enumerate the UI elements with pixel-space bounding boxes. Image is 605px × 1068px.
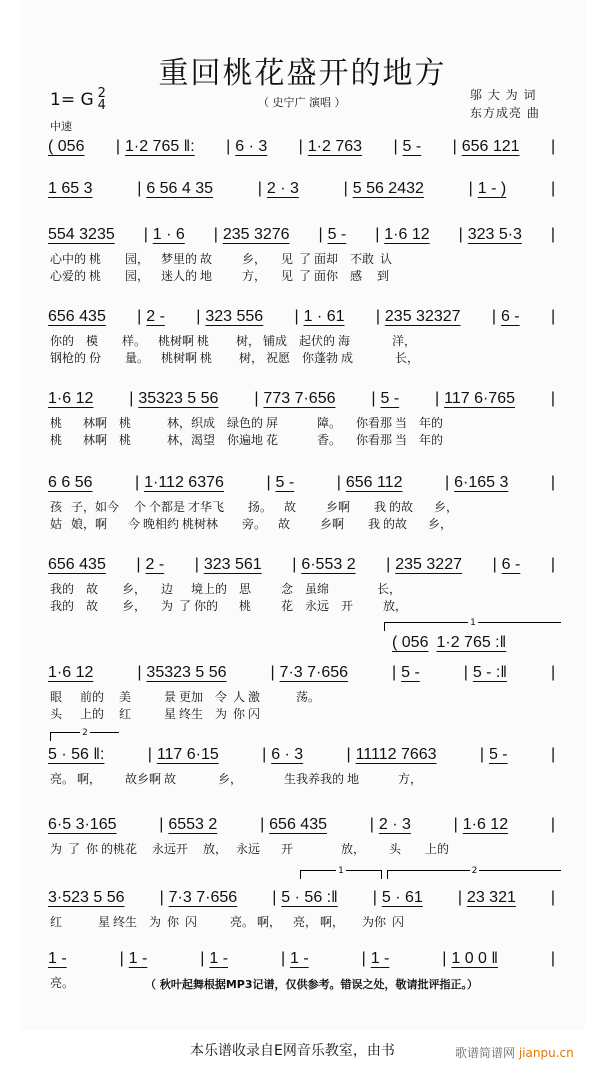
- bar-line: |: [386, 556, 391, 573]
- measure: 6 6 56: [48, 474, 93, 491]
- lyrics-line: 眼 前的 美 景 更加 令 人 激 荡。: [50, 690, 321, 704]
- source-footer: 本乐谱收录自E网音乐教室，由书: [190, 1043, 395, 1059]
- song-title: 重回桃花盛开的地方: [158, 56, 447, 91]
- measure: 6 56 4 35: [146, 180, 214, 197]
- music-row: [48, 887, 560, 909]
- measure: 7·3 7·656: [279, 664, 349, 681]
- bar-line: |: [445, 474, 450, 491]
- bar-line: |: [298, 138, 303, 155]
- measure: 5 · 61: [381, 889, 423, 906]
- bar-line: |: [550, 474, 556, 491]
- bar-line: |: [226, 138, 231, 155]
- measure: 323 556: [205, 308, 264, 325]
- lyricist: 邬 大 为 词: [470, 88, 537, 102]
- measure: 1 · 6: [152, 226, 185, 243]
- bar-line: |: [468, 180, 473, 197]
- measure: 5 -: [275, 474, 295, 491]
- measure: 117 6·15: [156, 746, 219, 763]
- measure: 1·6 12: [48, 390, 94, 407]
- bar-line: |: [270, 664, 275, 681]
- bar-line: |: [393, 138, 398, 155]
- measure: 6 -: [500, 308, 520, 325]
- measure: 1 -: [290, 950, 309, 967]
- bar-line: |: [294, 308, 299, 325]
- measure: 2 · 3: [378, 816, 411, 833]
- measure: 1·2 763: [307, 138, 363, 155]
- bar-line: |: [550, 556, 556, 573]
- measure: 5 -: [488, 746, 508, 763]
- bar-line: |: [262, 746, 267, 763]
- bar-line: |: [343, 180, 348, 197]
- bar-line: |: [137, 664, 142, 681]
- bar-line: |: [479, 746, 485, 763]
- watermark: [455, 1044, 574, 1061]
- bar-line: |: [213, 226, 218, 243]
- measure: 3·523 5 56: [48, 889, 125, 906]
- measure: 2 -: [146, 308, 165, 325]
- measure: 235 3276: [222, 226, 290, 243]
- lyrics-line: 姑 娘，啊 今 晚相约 桃树林 旁。 故 乡啊 我 的故 乡，: [50, 517, 453, 531]
- bar-line: |: [458, 226, 463, 243]
- tempo: 中速: [50, 120, 72, 133]
- bar-line: |: [129, 390, 134, 407]
- volta-2-bracket-end: [387, 866, 561, 879]
- measure: 235 3227: [395, 556, 462, 573]
- measure: 1 · 61: [303, 308, 345, 325]
- measure: 323 561: [203, 556, 262, 573]
- bar-line: |: [392, 664, 397, 681]
- time-signature: [98, 88, 106, 112]
- measure: 323 5·3: [467, 226, 522, 243]
- bar-line: |: [280, 950, 286, 967]
- bar-line: |: [457, 889, 462, 906]
- bar-line: |: [272, 889, 277, 906]
- measure: 6·553 2: [301, 556, 356, 573]
- measure: ( 056: [48, 138, 85, 155]
- measure: 235 32327: [384, 308, 461, 325]
- measure: 5 -: [380, 390, 400, 407]
- bar-line: |: [435, 390, 440, 407]
- bar-line: |: [550, 390, 556, 407]
- measure: 2 · 3: [266, 180, 299, 197]
- measure: 1·112 6376: [144, 474, 224, 491]
- music-row: [48, 306, 560, 328]
- measure: 773 7·656: [263, 390, 336, 407]
- music-row: [48, 472, 560, 494]
- measure: 1·6 12: [462, 816, 509, 833]
- measure: 6·165 3: [454, 474, 509, 491]
- lyrics-line: 桃 林啊 桃 林，渴望 你遍地 花 香。 你看那 当 年的: [50, 433, 444, 447]
- measure: 6 -: [501, 556, 521, 573]
- measure: 1·2 765 ‖:: [124, 138, 195, 155]
- bar-line: |: [452, 138, 457, 155]
- bar-line: |: [550, 138, 556, 155]
- measure: 5 -: [327, 226, 347, 243]
- music-row: [48, 662, 560, 684]
- bar-line: |: [550, 308, 556, 325]
- measure: 656 112: [345, 474, 403, 491]
- measure: 5 -: [402, 138, 422, 155]
- composer: 东方成亮 曲: [470, 106, 540, 120]
- bar-line: |: [442, 950, 447, 967]
- lyrics-line: 亮。 啊， 故乡啊 故 乡， 生我养我的 地 方，: [50, 772, 423, 786]
- bar-line: |: [492, 556, 497, 573]
- measure: 5 -: [401, 664, 420, 681]
- lyrics-line: 桃 林啊 桃 林，织成 绿色的 屏 障。 你看那 当 年的: [50, 416, 444, 430]
- measure: 1·2 765 :‖: [436, 634, 507, 651]
- bar-line: |: [292, 556, 297, 573]
- transcriber-note: （ 秋叶起舞根据MP3记谱，仅供参考。错误之处，敬请批评指正。）: [145, 978, 478, 991]
- bar-line: |: [375, 226, 380, 243]
- bar-line: |: [159, 889, 164, 906]
- measure: 1·6 12: [48, 664, 94, 681]
- measure: 656 121: [461, 138, 520, 155]
- volta-2-label: 2: [82, 728, 88, 738]
- bar-line: |: [159, 816, 164, 833]
- bar-line: |: [254, 390, 259, 407]
- lyrics-line: 我的 故 乡， 为 了 你的 桃 花 永远 开 放，: [50, 599, 408, 613]
- bar-line: |: [369, 816, 374, 833]
- bar-line: |: [143, 226, 148, 243]
- volta-2-label: 2: [471, 866, 478, 876]
- lyrics-line: 心爱的 桃 园， 迷人的 地 方， 见 了 面你 感 到: [50, 269, 390, 283]
- measure: 7·3 7·656: [168, 889, 238, 906]
- bar-line: |: [371, 390, 376, 407]
- measure: 656 435: [48, 308, 106, 325]
- music-row: [48, 744, 560, 766]
- volta-1-label: 1: [470, 618, 476, 628]
- bar-line: |: [147, 746, 152, 763]
- bar-line: |: [375, 308, 380, 325]
- watermark-url: jianpu.cn: [518, 1046, 574, 1060]
- measure: 117 6·765: [444, 390, 515, 407]
- measure: 2 -: [145, 556, 165, 573]
- lyrics-line: 头 上的 红 星 终生 为 你 闪: [50, 707, 261, 721]
- bar-line: |: [336, 474, 341, 491]
- lyrics-line: 我的 故 乡， 边 境上的 思 念 虽绵 长，: [50, 582, 402, 596]
- key: 1= G: [50, 90, 94, 110]
- music-row: [48, 554, 560, 576]
- bar-line: |: [550, 816, 556, 833]
- measure: 6 · 3: [235, 138, 268, 155]
- bar-line: |: [135, 474, 140, 491]
- measure: 5 - :‖: [472, 664, 507, 681]
- bar-line: |: [453, 816, 458, 833]
- bar-line: |: [266, 474, 271, 491]
- bar-line: |: [550, 664, 556, 681]
- measure: 6 · 3: [271, 746, 304, 763]
- lyrics-line: 孩 子，如今 个 个都是 才华飞 扬。 故 乡啊 我 的故 乡，: [50, 500, 459, 514]
- measure: ( 056: [392, 634, 429, 651]
- measure: 5 56 2432: [352, 180, 424, 197]
- measure: 1 -: [48, 950, 67, 967]
- bar-line: |: [550, 226, 556, 243]
- measure: 1 -: [128, 950, 148, 967]
- measure: 5 · 56 ‖:: [48, 746, 105, 763]
- music-row: [48, 388, 560, 410]
- bar-line: |: [361, 950, 366, 967]
- measure: 1 0 0 ‖: [451, 950, 498, 967]
- music-row: [48, 224, 560, 246]
- measure: 656 435: [269, 816, 327, 833]
- measure: 5 · 56 :‖: [281, 889, 338, 906]
- measure: 1 65 3: [48, 180, 93, 197]
- volta-1-bracket: [384, 618, 561, 631]
- lyrics-line: 你的 模 样。 桃树啊 桃 树， 铺成 起伏的 海 洋，: [50, 334, 417, 348]
- measure: 1 - ): [477, 180, 507, 197]
- bar-line: |: [372, 889, 377, 906]
- measure: 554 3235: [48, 226, 115, 243]
- bar-line: |: [115, 138, 121, 155]
- bar-line: |: [318, 226, 323, 243]
- lyrics-line: 亮。: [50, 976, 75, 990]
- bar-line: |: [137, 308, 142, 325]
- bar-line: |: [137, 180, 142, 197]
- bar-line: |: [463, 664, 468, 681]
- lyrics-line: 为 了 你 的桃花 永远开 放， 永远 开 放， 头 上的: [50, 842, 450, 856]
- measure: 1 -: [209, 950, 229, 967]
- volta-1-label: 1: [338, 866, 344, 876]
- measure: 11112 7663: [355, 746, 437, 763]
- lyrics-line: 心中的 桃 园， 梦里的 故 乡， 见 了 面却 不敢 认: [50, 252, 393, 266]
- music-row: [48, 136, 560, 158]
- singer: （ 史宁广 演唱 ）: [258, 96, 346, 109]
- music-row: [48, 948, 560, 970]
- measure: 656 435: [48, 556, 106, 573]
- measure: 35323 5 56: [146, 664, 227, 681]
- measure: 1·6 12: [384, 226, 430, 243]
- bar-line: |: [550, 950, 556, 967]
- watermark-text: 歌谱简谱网: [455, 1046, 516, 1060]
- volta-1-bracket-end: [300, 866, 382, 879]
- bar-line: |: [346, 746, 351, 763]
- time-top: 2: [97, 86, 106, 101]
- measure: 23 321: [466, 889, 516, 906]
- lyrics-line: 钢枪的 份 量。 桃树啊 桃 树， 祝愿 你蓬勃 成 长，: [50, 351, 420, 365]
- bar-line: |: [550, 746, 556, 763]
- bar-line: |: [260, 816, 265, 833]
- measure: 6553 2: [168, 816, 218, 833]
- bar-line: |: [196, 308, 201, 325]
- bar-line: |: [119, 950, 124, 967]
- bar-line: |: [550, 889, 556, 906]
- bar-line: |: [136, 556, 141, 573]
- music-row: [48, 178, 560, 200]
- bar-line: |: [257, 180, 262, 197]
- bar-line: |: [491, 308, 497, 325]
- time-bottom: 4: [97, 98, 106, 113]
- lyrics-line: 红 星 终生 为 你 闪 亮。 啊， 亮， 啊， 为你 闪: [50, 915, 405, 929]
- key-signature: [50, 88, 106, 112]
- volta-2-bracket: [50, 728, 119, 741]
- bar-line: |: [200, 950, 205, 967]
- bar-line: |: [194, 556, 199, 573]
- volta-music-row: [392, 634, 560, 652]
- measure: 1 -: [370, 950, 390, 967]
- measure: 35323 5 56: [138, 390, 219, 407]
- bar-line: |: [550, 180, 556, 197]
- music-row: [48, 814, 560, 836]
- measure: 6·5 3·165: [48, 816, 117, 833]
